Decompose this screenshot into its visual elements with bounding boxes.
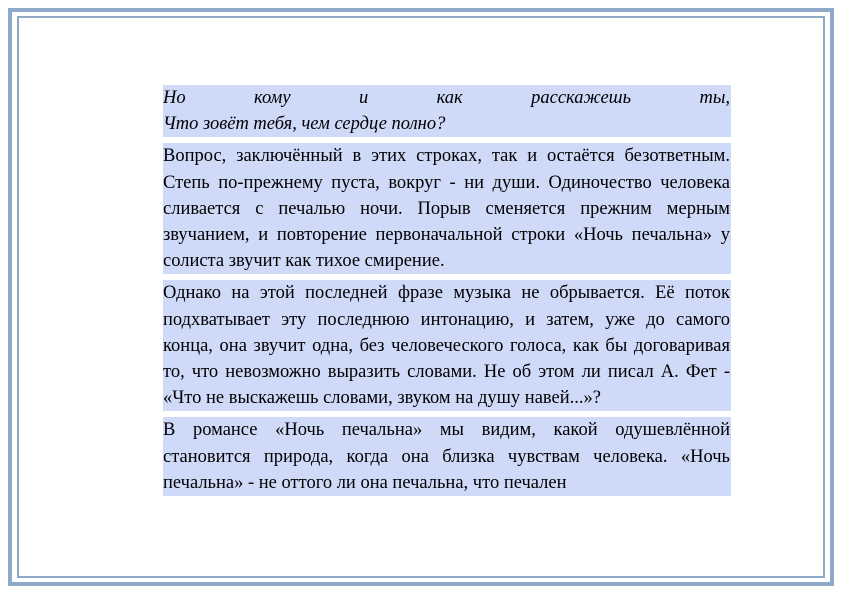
paragraph-1: Вопрос, заключённый в этих строках, так и остаётся безответным. Степь по-прежнему пуста, вокруг - ни души. Одиночество человека сливается с печалью ночи. Порыв сменяется прежним мерным звучанием, и повторение первоначальной строки «Ночь печальна» у солиста звучит как тихое смирение. (163, 143, 731, 274)
paragraph-2: Однако на этой последней фразе музыка не обрывается. Её поток подхватывает эту последнюю интонацию, и затем, уже до самого конца, она звучит одна, без человеческого голоса, как бы договаривая то, что невозможно выразить словами. Не об этом ли писал А. Фет - «Что не выскажешь словами, звуком на душу навей...»? (163, 280, 731, 411)
verse-quote (163, 85, 731, 137)
paragraph-3: В романсе «Ночь печальна» мы видим, какой одушевлённой становится природа, когда она близка чувствам человека. «Ночь печальна» - не оттого ли она печальна, что печален (163, 417, 731, 496)
text-block (163, 85, 731, 551)
verse-line-2: Что зовёт тебя, чем сердце полно? (163, 114, 446, 135)
verse-line-1: Но кому и как расскажешь ты, (163, 88, 730, 108)
